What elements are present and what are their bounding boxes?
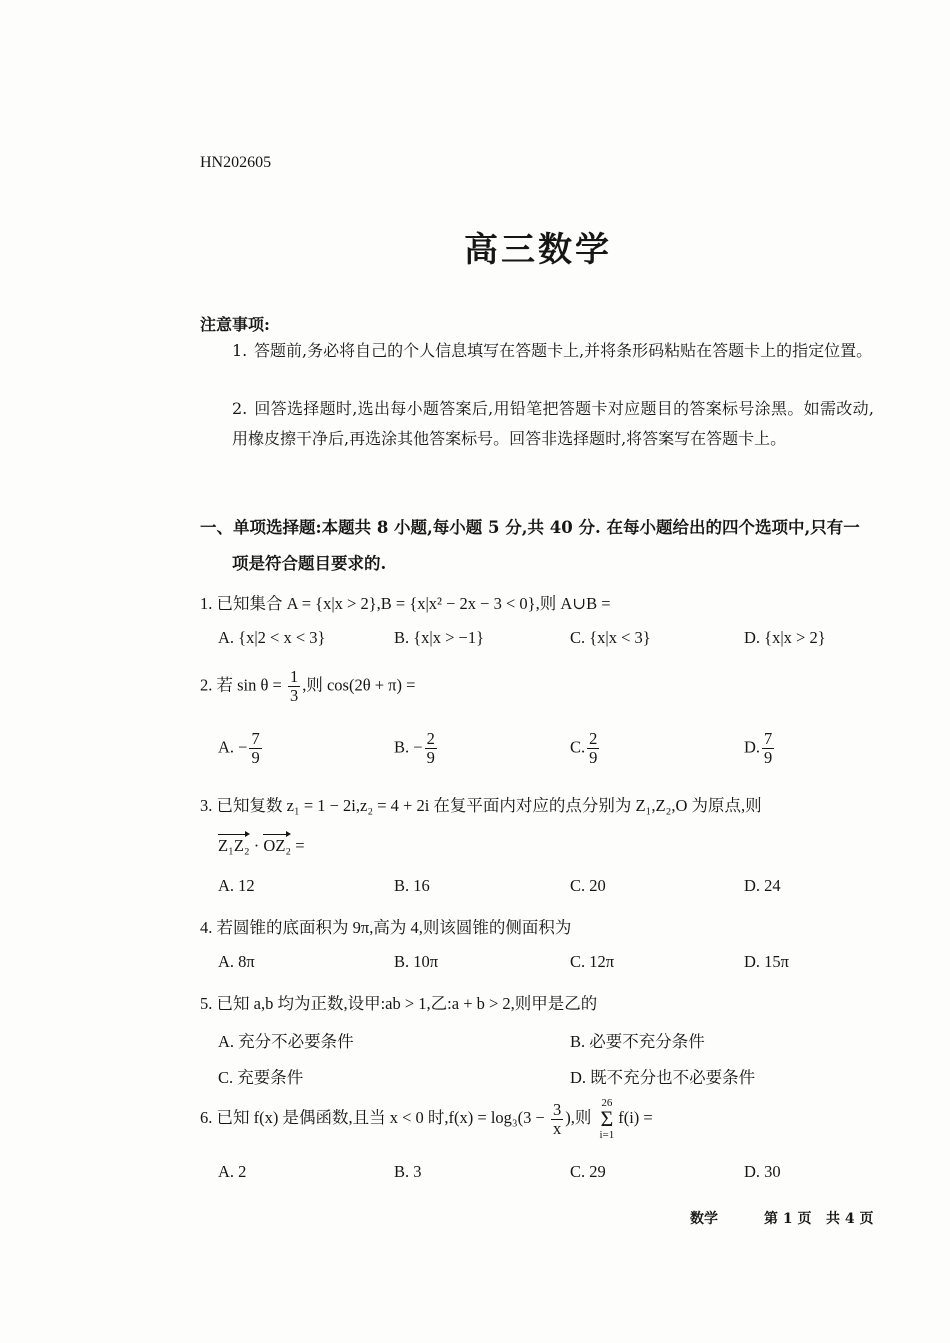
option-sign: − xyxy=(413,737,423,757)
notice-heading: 注意事项: xyxy=(200,315,270,334)
question-2-post: ,则 cos(2θ + π) = xyxy=(302,675,416,695)
question-3-stem: 3. 已知复数 z₁ = 1 − 2i,z₂ = 4 + 2i 在复平面内对应的点分别为 Z₁,Z₂,O 为原点,则 xyxy=(200,796,762,815)
numerator: 1 xyxy=(289,667,299,686)
sum-upper-limit: 26 xyxy=(601,1097,613,1109)
question-2-option-a xyxy=(218,730,264,767)
notice-item-number: 2. xyxy=(232,399,248,418)
question-4-stem: 4. 若圆锥的底面积为 9π,高为 4,则该圆锥的侧面积为 xyxy=(200,918,572,937)
sum-symbol: Σ xyxy=(600,1106,614,1131)
question-6-option-d: D. 30 xyxy=(744,1162,781,1181)
question-2-stem xyxy=(200,668,415,705)
denominator: x xyxy=(552,1118,562,1138)
question-6-option-b: B. 3 xyxy=(394,1162,422,1181)
numerator: 2 xyxy=(589,729,598,748)
numerator: 7 xyxy=(764,729,773,748)
question-2-pre: 2. 若 sin θ = xyxy=(200,675,282,695)
footer-page-number: 第 1 页 xyxy=(764,1211,812,1227)
question-2-option-d xyxy=(744,730,776,767)
question-5-stem: 5. 已知 a,b 均为正数,设甲:ab > 1,乙:a + b > 2,则甲是乙的 xyxy=(200,994,598,1013)
denominator: 3 xyxy=(289,686,299,705)
option-label: D. xyxy=(744,737,761,757)
dot-operator: · xyxy=(249,836,264,855)
question-1-option-b: B. {x|x > −1} xyxy=(394,628,485,647)
question-6-post: f(i) = xyxy=(618,1107,653,1127)
denominator: 9 xyxy=(589,748,598,767)
question-6-option-a: A. 2 xyxy=(218,1162,247,1181)
footer-page-total: 共 4 页 xyxy=(826,1211,874,1227)
sum-lower-limit: i=1 xyxy=(599,1129,615,1141)
question-6-stem xyxy=(200,1098,653,1140)
fraction xyxy=(288,668,300,705)
question-4-option-c: C. 12π xyxy=(570,952,615,971)
question-1-option-d: D. {x|x > 2} xyxy=(744,628,826,647)
question-6-pre: 6. 已知 f(x) 是偶函数,且当 x < 0 时,f(x) = log₃(3 − xyxy=(200,1107,545,1127)
option-sign: − xyxy=(238,737,248,757)
numerator: 3 xyxy=(552,1099,562,1119)
option-label: A. xyxy=(218,737,235,757)
footer-subject: 数学 xyxy=(690,1211,718,1227)
denominator: 9 xyxy=(764,748,773,767)
vector-z1z2: Z₁Z₂ xyxy=(218,836,250,855)
option-label: B. xyxy=(394,737,410,757)
question-5-option-a: A. 充分不必要条件 xyxy=(218,1032,354,1051)
notice-item-text: 回答选择题时,选出每小题答案后,用铅笔把答题卡对应题目的答案标号涂黑。如需改动,用橡皮擦干净后,再选涂其他答案标号。回答非选择题时,将答案写在答题卡上。 xyxy=(232,399,874,448)
fraction xyxy=(762,730,774,767)
denominator: 9 xyxy=(426,748,435,767)
exam-code: HN202605 xyxy=(200,154,272,171)
question-3-expression xyxy=(218,836,305,856)
question-2-option-b xyxy=(394,730,439,767)
question-4-option-d: D. 15π xyxy=(744,952,789,971)
section-heading-cont: 项是符合题目要求的. xyxy=(232,554,387,573)
question-3-option-a: A. 12 xyxy=(218,876,255,895)
fraction xyxy=(425,730,437,767)
fraction xyxy=(551,1101,563,1138)
question-3-option-d: D. 24 xyxy=(744,876,781,895)
denominator: 9 xyxy=(251,748,260,767)
notice-item-1 xyxy=(232,336,874,366)
question-4-option-b: B. 10π xyxy=(394,952,439,971)
question-6-mid: ),则 xyxy=(565,1107,592,1127)
equals-sign: = xyxy=(291,836,305,855)
notice-item-text: 答题前,务必将自己的个人信息填写在答题卡上,并将条形码粘贴在答题卡上的指定位置。 xyxy=(254,341,873,360)
question-5-option-d: D. 既不充分也不必要条件 xyxy=(570,1068,756,1087)
fraction xyxy=(587,730,599,767)
numerator: 7 xyxy=(251,729,260,748)
notice-item-2 xyxy=(232,394,874,454)
fraction xyxy=(249,730,261,767)
question-4-option-a: A. 8π xyxy=(218,952,255,971)
option-label: C. xyxy=(570,737,586,757)
question-3-option-b: B. 16 xyxy=(394,876,430,895)
question-5-option-b: B. 必要不充分条件 xyxy=(570,1032,705,1051)
question-1-option-c: C. {x|x < 3} xyxy=(570,628,651,647)
notice-item-number: 1. xyxy=(232,341,248,360)
page-title: 高三数学 xyxy=(464,230,612,270)
question-2-option-c xyxy=(570,730,601,767)
question-3-option-c: C. 20 xyxy=(570,876,606,895)
numerator: 2 xyxy=(426,729,435,748)
section-heading: 一、单项选择题:本题共 8 小题,每小题 5 分,共 40 分. 在每小题给出的四个选项中,只有一 xyxy=(200,518,860,537)
vector-oz2: OZ₂ xyxy=(263,836,292,855)
question-6-option-c: C. 29 xyxy=(570,1162,606,1181)
question-1-stem: 1. 已知集合 A = {x|x > 2},B = {x|x² − 2x − 3 < 0},则 A∪B = xyxy=(200,594,611,613)
question-1-option-a: A. {x|2 < x < 3} xyxy=(218,628,326,647)
summation xyxy=(599,1098,614,1140)
question-5-option-c: C. 充要条件 xyxy=(218,1068,304,1087)
